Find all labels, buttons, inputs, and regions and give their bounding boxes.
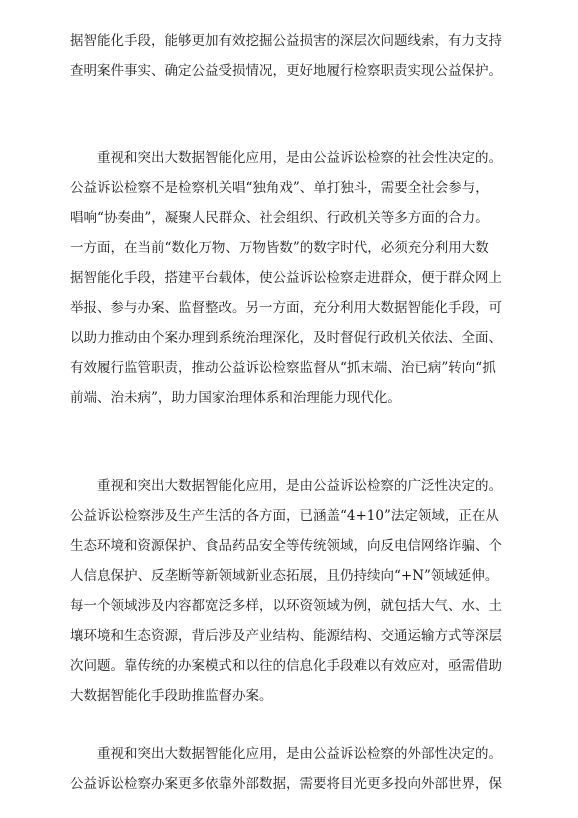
text-line: 据智能化手段，能够更加有效挖掘公益损害的深层次问题线索，有力支持 [70,33,502,49]
text-line: 据智能化手段，搭建平台载体，使公益诉讼检察走进群众，便于群众网上 [70,270,502,286]
text-line: 唱响“协奏曲”，凝聚人民群众、社会组织、行政机关等多方面的合力。 [70,210,489,226]
text-line: 以助力推动由个案办理到系统治理深化，及时督促行政机关依法、全面、 [70,330,502,346]
text-line: 公益诉讼检察涉及生产生活的各方面，已涵盖“4+10”法定领域，正在从 [70,508,499,524]
text-line: 有效履行监管职责，推动公益诉讼检察监督从“抓末端、治已病”转向“抓 [70,360,496,376]
text-line: 每一个领域涉及内容都宽泛多样，以环资领域为例，就包括大气、水、土 [70,598,502,614]
text-line: 重视和突出大数据智能化应用，是由公益诉讼检察的社会性决定的。 [97,150,502,166]
text-line: 人信息保护、反垄断等新领域新业态拓展，且仍持续向“+N”领域延伸。 [70,568,499,584]
text-line: 次问题。靠传统的办案模式和以往的信息化手段难以有效应对，亟需借助 [70,658,502,674]
text-line: 公益诉讼检察不是检察机关唱“独角戏”、单打独斗，需要全社会参与， [70,180,489,196]
text-line: 举报、参与办案、监督整改。另一方面，充分利用大数据智能化手段，可 [70,300,502,316]
text-line: 生态环境和资源保护、食品药品安全等传统领域，向反电信网络诈骗、个 [70,538,502,554]
text-line: 前端、治未病”，助力国家治理体系和治理能力现代化。 [70,390,401,406]
text-line: 公益诉讼检察办案更多依靠外部数据，需要将目光更多投向外部世界，保 [70,776,502,792]
text-line: 查明案件事实、确定公益受损情况，更好地履行检察职责实现公益保护。 [70,63,502,79]
text-line: 重视和突出大数据智能化应用，是由公益诉讼检察的外部性决定的。 [97,746,502,762]
text-line: 重视和突出大数据智能化应用，是由公益诉讼检察的广泛性决定的。 [97,478,502,494]
text-line: 壤环境和生态资源，背后涉及产业结构、能源结构、交通运输方式等深层 [70,628,502,644]
text-line: 大数据智能化手段助推监督办案。 [70,688,273,704]
text-line: 一方面，在当前“数化万物、万物皆数”的数字时代，必须充分利用大数 [70,240,489,256]
